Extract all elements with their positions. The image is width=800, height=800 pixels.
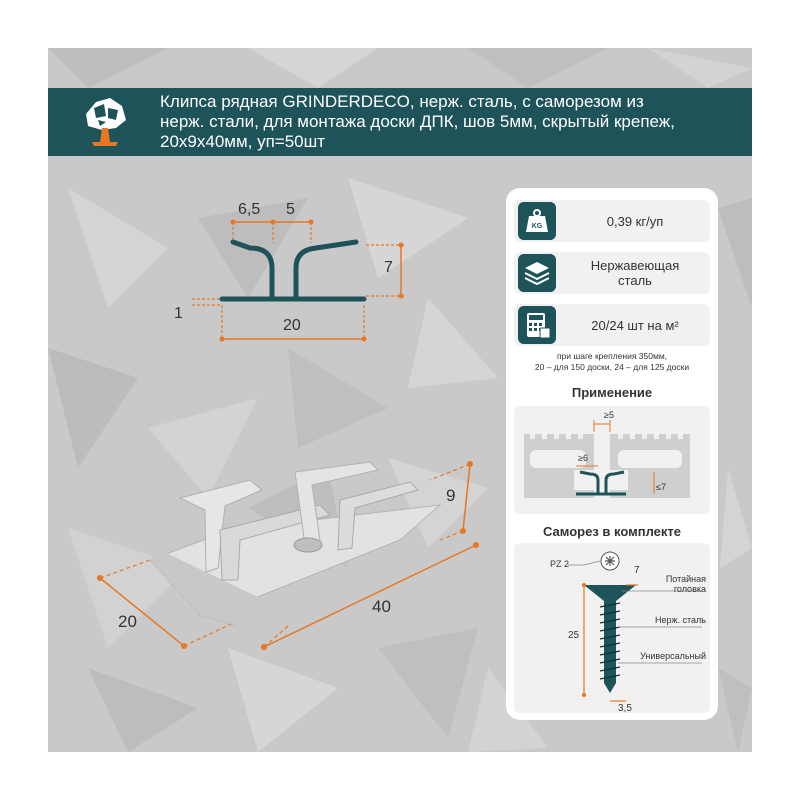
screw-title: Саморез в комплекте	[542, 524, 681, 539]
head-label: Потайная головка	[665, 574, 706, 594]
dim-b-label: 5	[286, 201, 295, 218]
screw-diagram	[514, 543, 710, 713]
length-dim-label: 25	[568, 630, 580, 641]
head-dim-label: 7	[634, 565, 640, 576]
weight-icon	[518, 202, 556, 240]
svg-text:KG: KG	[531, 223, 543, 230]
spec-quantity	[514, 304, 710, 346]
spec-material-text: Нержавеющая сталь	[590, 258, 680, 288]
clip-length-label: 40	[372, 597, 391, 616]
layers-icon	[518, 254, 556, 292]
width-label: ≥6	[578, 453, 588, 463]
spec-note: при шаге крепления 350мм, 20 – для 150 доски, 24 – для 125 доски	[534, 351, 690, 372]
height-label: ≤7	[656, 482, 666, 492]
calculator-icon	[518, 306, 556, 344]
spec-quantity-text: 20/24 шт на м²	[591, 317, 679, 333]
page-title: Клипса рядная GRINDERDECO, нерж. сталь, с саморезом из нерж. стали, для монтажа доски ДПК, шов 5мм, скрытый крепеж, 20х9х40мм, уп=50шт	[160, 92, 675, 151]
spec-weight	[514, 200, 710, 242]
clip-height-label: 9	[446, 486, 456, 505]
spec-material	[514, 252, 710, 294]
dim-thickness-label: 1	[174, 305, 183, 322]
diameter-dim-label: 3,5	[618, 703, 632, 714]
application-title: Применение	[571, 385, 653, 400]
clip-width-label: 20	[118, 612, 137, 631]
application-diagram	[514, 406, 710, 514]
dim-width-label: 20	[283, 317, 301, 334]
screw-illustration	[514, 543, 710, 713]
gap-label: ≥5	[604, 410, 614, 420]
info-panel	[506, 188, 718, 720]
material-label: Нерж. сталь	[655, 615, 706, 625]
bit-label: PZ 2	[550, 559, 570, 569]
dim-height-label: 7	[384, 259, 393, 276]
dim-a-label: 6,5	[238, 201, 261, 218]
spec-weight-text: 0,39 кг/уп	[606, 213, 664, 229]
type-label: Универсальный	[640, 651, 706, 661]
installation-diagram	[514, 406, 710, 514]
